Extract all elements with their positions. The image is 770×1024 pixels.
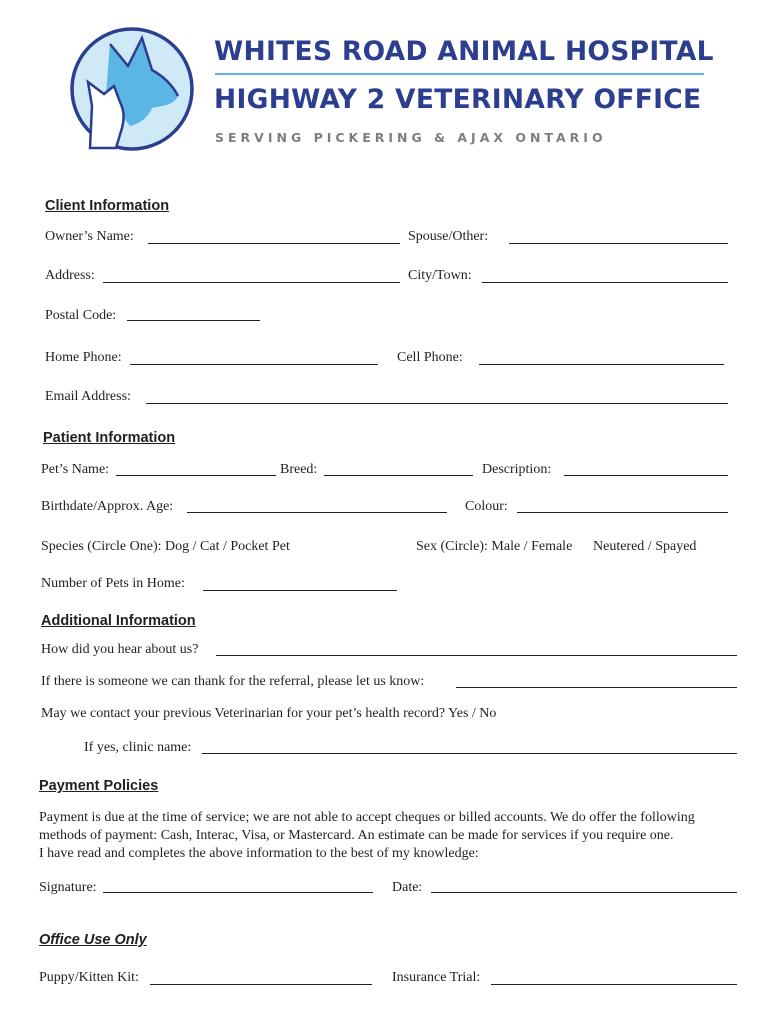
signature-label: Signature: (39, 880, 97, 895)
cell-phone-label: Cell Phone: (397, 350, 463, 365)
client-information-heading: Client Information (45, 198, 170, 214)
description-label: Description: (482, 462, 552, 477)
spouse-label: Spouse/Other: (408, 229, 489, 244)
clinic-name-label: If yes, clinic name: (84, 740, 192, 755)
contact-previous-vet-label: May we contact your previous Veterinarian for your pet’s health record? Yes / No (41, 706, 497, 721)
home-phone-field[interactable] (130, 364, 378, 365)
referral-field[interactable] (456, 687, 737, 688)
breed-label: Breed: (280, 462, 318, 477)
description-field[interactable] (564, 475, 728, 476)
payment-policy-text (39, 809, 695, 863)
referral-label: If there is someone we can thank for the referral, please let us know: (41, 674, 425, 689)
clinic-name-field[interactable] (202, 753, 737, 754)
cell-phone-field[interactable] (479, 364, 724, 365)
hear-about-label: How did you hear about us? (41, 642, 199, 657)
date-label: Date: (392, 880, 423, 895)
birthdate-field[interactable] (187, 512, 447, 513)
breed-field[interactable] (324, 475, 473, 476)
city-label: City/Town: (408, 268, 472, 283)
owner-name-label: Owner’s Name: (45, 229, 134, 244)
hear-about-field[interactable] (216, 655, 737, 656)
tagline: SERVING PICKERING & AJAX ONTARIO (215, 130, 607, 145)
office-name: HIGHWAY 2 VETERINARY OFFICE (214, 84, 702, 115)
sex-label: Sex (Circle): Male / Female (416, 539, 573, 554)
postal-code-label: Postal Code: (45, 308, 117, 323)
additional-information-heading: Additional Information (41, 613, 196, 629)
species-label: Species (Circle One): Dog / Cat / Pocket Pet (41, 539, 290, 554)
number-of-pets-label: Number of Pets in Home: (41, 576, 185, 591)
home-phone-label: Home Phone: (45, 350, 122, 365)
puppy-kitten-kit-label: Puppy/Kitten Kit: (39, 970, 139, 985)
colour-label: Colour: (465, 499, 508, 514)
spouse-field[interactable] (509, 243, 728, 244)
patient-information-heading: Patient Information (43, 430, 176, 446)
hospital-name: WHITES ROAD ANIMAL HOSPITAL (214, 36, 714, 67)
colour-field[interactable] (517, 512, 728, 513)
email-label: Email Address: (45, 389, 131, 404)
number-of-pets-field[interactable] (203, 590, 397, 591)
signature-field[interactable] (103, 892, 373, 893)
owner-name-field[interactable] (148, 243, 400, 244)
date-field[interactable] (431, 892, 737, 893)
office-use-heading: Office Use Only (39, 932, 147, 948)
puppy-kitten-kit-field[interactable] (150, 984, 372, 985)
payment-policy-line: methods of payment: Cash, Interac, Visa, or Mastercard. An estimate can be made for services if you require one. (39, 828, 674, 843)
payment-policies-heading: Payment Policies (39, 778, 159, 794)
address-label: Address: (45, 268, 95, 283)
postal-code-field[interactable] (127, 320, 260, 321)
pet-name-field[interactable] (116, 475, 276, 476)
hospital-logo (66, 22, 196, 156)
payment-policy-line: Payment is due at the time of service; we are not able to accept cheques or billed accounts. We do offer the following (39, 810, 695, 825)
birthdate-label: Birthdate/Approx. Age: (41, 499, 174, 514)
insurance-trial-label: Insurance Trial: (392, 970, 481, 985)
payment-policy-line: I have read and completes the above information to the best of my knowledge: (39, 846, 479, 861)
city-field[interactable] (482, 282, 728, 283)
brand-divider (215, 73, 704, 75)
neutered-label: Neutered / Spayed (593, 539, 697, 554)
insurance-trial-field[interactable] (491, 984, 737, 985)
pet-name-label: Pet’s Name: (41, 462, 110, 477)
address-field[interactable] (103, 282, 400, 283)
email-field[interactable] (146, 403, 728, 404)
